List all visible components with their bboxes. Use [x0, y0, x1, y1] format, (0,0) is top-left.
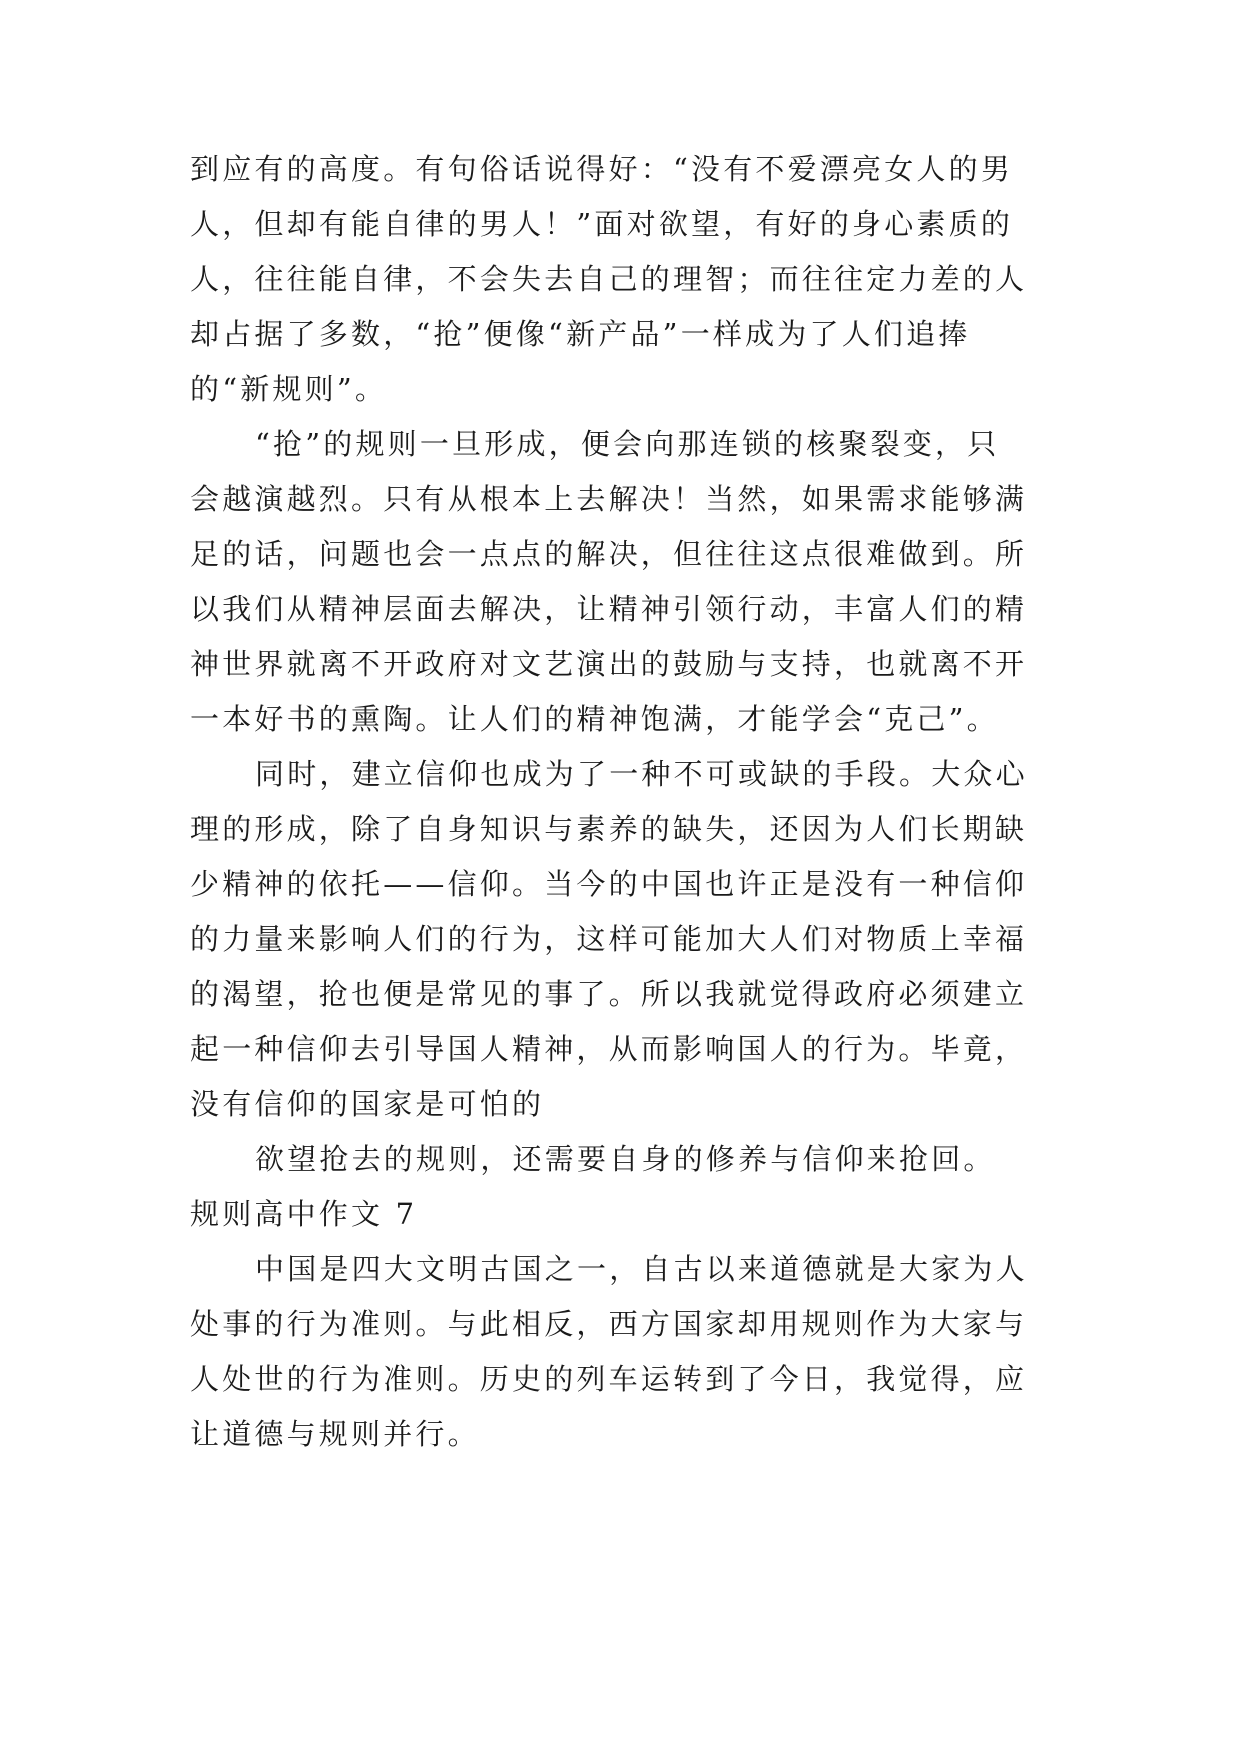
text-line: 到应有的高度。有句俗话说得好：“没有不爱漂亮女人的男: [190, 152, 1014, 186]
text-line: 以我们从精神层面去解决，让精神引领行动，丰富人们的精: [190, 592, 1028, 626]
paragraph-start-line: “抢”的规则一旦形成，便会向那连锁的核聚裂变，只: [255, 427, 1000, 461]
paragraph-start-line: 中国是四大文明古国之一，自古以来道德就是大家为人: [255, 1252, 1028, 1286]
text-line: 却占据了多数，“抢”便像“新产品”一样成为了人们追捧: [190, 317, 971, 351]
text-line: 的渴望，抢也便是常见的事了。所以我就觉得政府必须建立: [190, 977, 1028, 1011]
text-line: 会越演越烈。只有从根本上去解决！当然，如果需求能够满: [190, 482, 1028, 516]
text-line: 让道德与规则并行。: [190, 1417, 480, 1451]
text-line: 理的形成，除了自身知识与素养的缺失，还因为人们长期缺: [190, 812, 1028, 846]
text-line: 一本好书的熏陶。让人们的精神饱满，才能学会“克己”。: [190, 702, 999, 736]
text-line: 人，但却有能自律的男人！”面对欲望，有好的身心素质的: [190, 207, 1014, 241]
text-line: 的“新规则”。: [190, 372, 388, 406]
paragraph-start-line: 同时，建立信仰也成为了一种不可或缺的手段。大众心: [255, 757, 1028, 791]
text-line: 足的话，问题也会一点点的解决，但往往这点很难做到。所: [190, 537, 1028, 571]
text-line: 没有信仰的国家是可怕的: [190, 1087, 545, 1121]
text-line: 的力量来影响人们的行为，这样可能加大人们对物质上幸福: [190, 922, 1028, 956]
text-line: 少精神的依托——信仰。当今的中国也许正是没有一种信仰: [190, 867, 1028, 901]
paragraph-start-line: 欲望抢去的规则，还需要自身的修养与信仰来抢回。: [255, 1142, 996, 1176]
text-line: 人处世的行为准则。历史的列车运转到了今日，我觉得，应: [190, 1362, 1028, 1396]
section-heading: 规则高中作文 7: [190, 1197, 418, 1231]
text-line: 神世界就离不开政府对文艺演出的鼓励与支持，也就离不开: [190, 647, 1028, 681]
text-line: 起一种信仰去引导国人精神，从而影响国人的行为。毕竟，: [190, 1032, 1028, 1066]
text-line: 处事的行为准则。与此相反，西方国家却用规则作为大家与: [190, 1307, 1028, 1341]
text-line: 人，往往能自律，不会失去自己的理智；而往往定力差的人: [190, 262, 1028, 296]
